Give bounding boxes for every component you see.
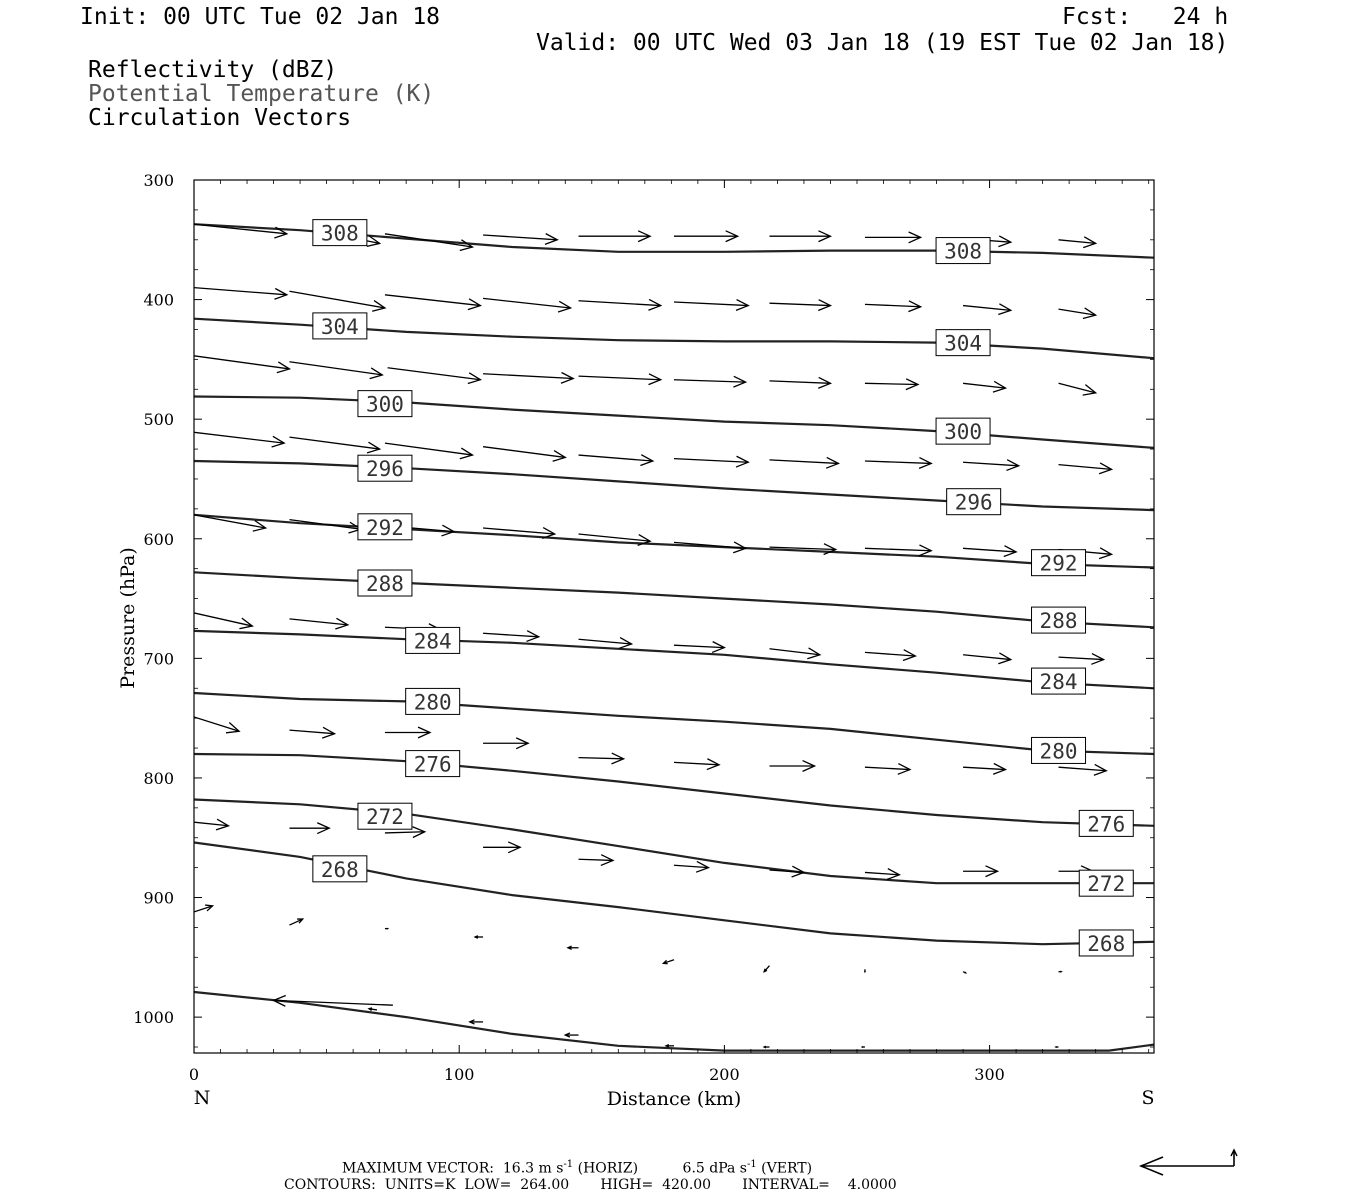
circulation-vector [865,650,915,661]
contour-label-276 [1079,810,1133,836]
isentrope-280 [194,693,1154,754]
circulation-vector [579,299,661,310]
svg-text:272: 272 [1087,872,1126,897]
contour-label-layer [313,220,1133,956]
init-time: Init: 00 UTC Tue 02 Jan 18 [80,4,441,30]
svg-text:300: 300 [944,420,983,445]
field-circulation-vectors: Circulation Vectors [88,105,352,131]
circulation-vector [674,861,708,872]
svg-text:304: 304 [944,331,983,356]
contour-label-280 [406,688,460,714]
svg-text:284: 284 [1039,670,1078,695]
circulation-vector [483,738,528,749]
field-reflectivity: Reflectivity (dBZ) [88,57,338,83]
y-tick-label: 400 [143,290,174,310]
circulation-vector [194,905,213,912]
x-end-label-north: N [193,1087,211,1109]
circulation-vector [663,960,674,964]
circulation-vector [194,432,284,447]
svg-text:268: 268 [320,857,359,882]
circulation-vector [1059,764,1107,775]
y-tick-label: 300 [143,171,174,190]
contour-info-text: CONTOURS: UNITS=K LOW= 264.00 HIGH= 420.00 INTERVAL= 4.0000 [284,1177,897,1193]
circulation-vector [565,1033,578,1037]
y-tick-label: 700 [143,649,174,669]
circulation-vector [483,631,539,642]
contour-label-268 [1079,930,1133,956]
circulation-vector [579,753,624,764]
circulation-vector [963,460,1019,471]
circulation-vector [963,546,1016,557]
circulation-vector [674,456,748,467]
circulation-vector [194,717,239,733]
contour-label-272 [358,803,412,829]
contour-label-280 [1032,737,1086,763]
y-tick-label: 800 [143,768,174,788]
circulation-vector [769,761,814,772]
circulation-vector [865,969,866,971]
field-potential-temperature: Potential Temperature (K) [88,81,435,107]
circulation-vector [289,618,347,629]
circulation-vector [769,457,838,468]
circulation-vector [1059,463,1112,474]
isentrope-layer [194,221,1154,1050]
circulation-vector [579,374,661,385]
circulation-vector [470,1020,483,1024]
circulation-vector [769,231,830,242]
max-vector-text: MAXIMUM VECTOR: 16.3 m $s^{-1}$ (HORIZ) 6.5 dPa $s^{-1}$ (VERT) [342,1159,813,1177]
circulation-vector [475,936,483,939]
contour-label-308 [313,220,367,246]
circulation-vector [274,995,393,1006]
reference-vector-icon [1141,1150,1237,1175]
svg-text:296: 296 [954,490,993,515]
circulation-vector [483,842,520,853]
circulation-vector [289,919,302,925]
circulation-vector [963,653,1011,664]
svg-text:280: 280 [413,690,452,715]
isentrope-300 [194,397,1154,448]
axis-ticks [133,171,1154,1084]
x-tick-label: 200 [709,1065,740,1084]
contour-label-304 [313,313,367,339]
circulation-vector [963,764,1005,775]
contour-label-284 [406,627,460,653]
circulation-vector [1059,971,1062,972]
circulation-vector [865,301,921,312]
contour-label-288 [358,570,412,596]
circulation-vector [579,231,651,242]
contour-label-272 [1079,870,1133,896]
circulation-vector [674,759,719,770]
svg-text:292: 292 [1039,551,1078,576]
circulation-vector [1059,383,1096,395]
circulation-vector [865,764,910,775]
circulation-vector [769,866,803,877]
circulation-vector [388,368,481,384]
circulation-vector [963,304,1011,315]
circulation-vector [674,300,748,311]
svg-text:308: 308 [320,221,359,246]
circulation-vector [1059,237,1096,248]
svg-text:284: 284 [413,629,452,654]
contour-label-300 [358,391,412,417]
contour-label-276 [406,751,460,777]
x-tick-label: 300 [974,1065,1005,1084]
circulation-vector [483,298,571,312]
contour-label-304 [936,330,990,356]
contour-label-268 [313,856,367,882]
circulation-vector [385,727,430,738]
circulation-vector [865,379,918,390]
circulation-vector [963,866,997,877]
circulation-vector [579,455,653,466]
circulation-vector [865,232,921,243]
svg-text:276: 276 [413,752,452,777]
svg-text:276: 276 [1087,812,1126,837]
circulation-vector [289,437,379,453]
isentrope-264 [194,992,1154,1051]
circulation-vector [963,972,966,973]
circulation-vector [483,372,573,383]
circulation-vector [194,819,228,830]
circulation-vector [483,447,565,462]
isentrope-276 [194,754,1154,826]
circulation-vector [769,648,819,659]
circulation-vector [1059,654,1104,665]
circulation-vector [289,362,382,379]
contour-label-296 [947,489,1001,515]
circulation-vector [674,376,746,387]
x-tick-label: 0 [188,1065,200,1084]
circulation-vector [764,1046,769,1048]
circulation-vector [1056,1047,1059,1048]
contour-label-296 [358,455,412,481]
circulation-vector [483,234,557,245]
svg-text:280: 280 [1039,739,1078,764]
circulation-vector [289,291,384,311]
y-tick-label: 500 [143,410,174,430]
contour-label-300 [936,418,990,444]
svg-text:304: 304 [320,314,359,339]
svg-text:292: 292 [365,515,404,540]
circulation-vector [963,381,1005,392]
circulation-vector [666,1045,674,1048]
circulation-vector [568,946,579,949]
contour-label-292 [358,514,412,540]
isentrope-296 [194,461,1154,510]
isentrope-292 [194,515,1154,568]
circulation-vector [194,613,252,629]
circulation-vector [289,823,329,834]
circulation-vector [369,1008,377,1011]
y-axis-label: Pressure (hPa) [117,547,139,689]
contour-label-308 [936,238,990,264]
circulation-vector [764,966,769,972]
svg-text:296: 296 [365,457,404,482]
x-end-label-south: S [1141,1087,1155,1109]
circulation-vector [769,300,830,311]
circulation-vector [674,642,724,653]
forecast-hour: Fcst: 24 h [1062,4,1229,30]
circulation-vector [674,231,738,242]
contour-label-288 [1032,607,1086,633]
circulation-vector [862,1047,865,1048]
contour-label-284 [1032,668,1086,694]
circulation-vector [865,458,931,469]
svg-text:268: 268 [1087,931,1126,956]
contour-label-292 [1032,550,1086,576]
svg-text:300: 300 [365,392,404,417]
circulation-vector [194,356,289,373]
circulation-vector [289,727,334,738]
valid-time: Valid: 00 UTC Wed 03 Jan 18 (19 EST Tue 02 Jan 18) [536,30,1229,56]
x-axis-label: Distance (km) [606,1088,742,1110]
svg-text:288: 288 [365,572,404,597]
y-tick-label: 600 [143,529,174,549]
svg-text:288: 288 [1039,609,1078,634]
circulation-vector [1059,308,1096,319]
circulation-vector [385,928,388,929]
y-tick-label: 1000 [133,1008,174,1028]
circulation-vector [579,855,613,866]
svg-text:308: 308 [944,239,983,264]
x-tick-label: 100 [443,1065,475,1084]
circulation-vector [769,377,830,388]
svg-text:272: 272 [365,805,404,830]
circulation-vector [385,295,480,310]
y-tick-label: 900 [143,888,174,908]
circulation-vector [194,288,287,300]
